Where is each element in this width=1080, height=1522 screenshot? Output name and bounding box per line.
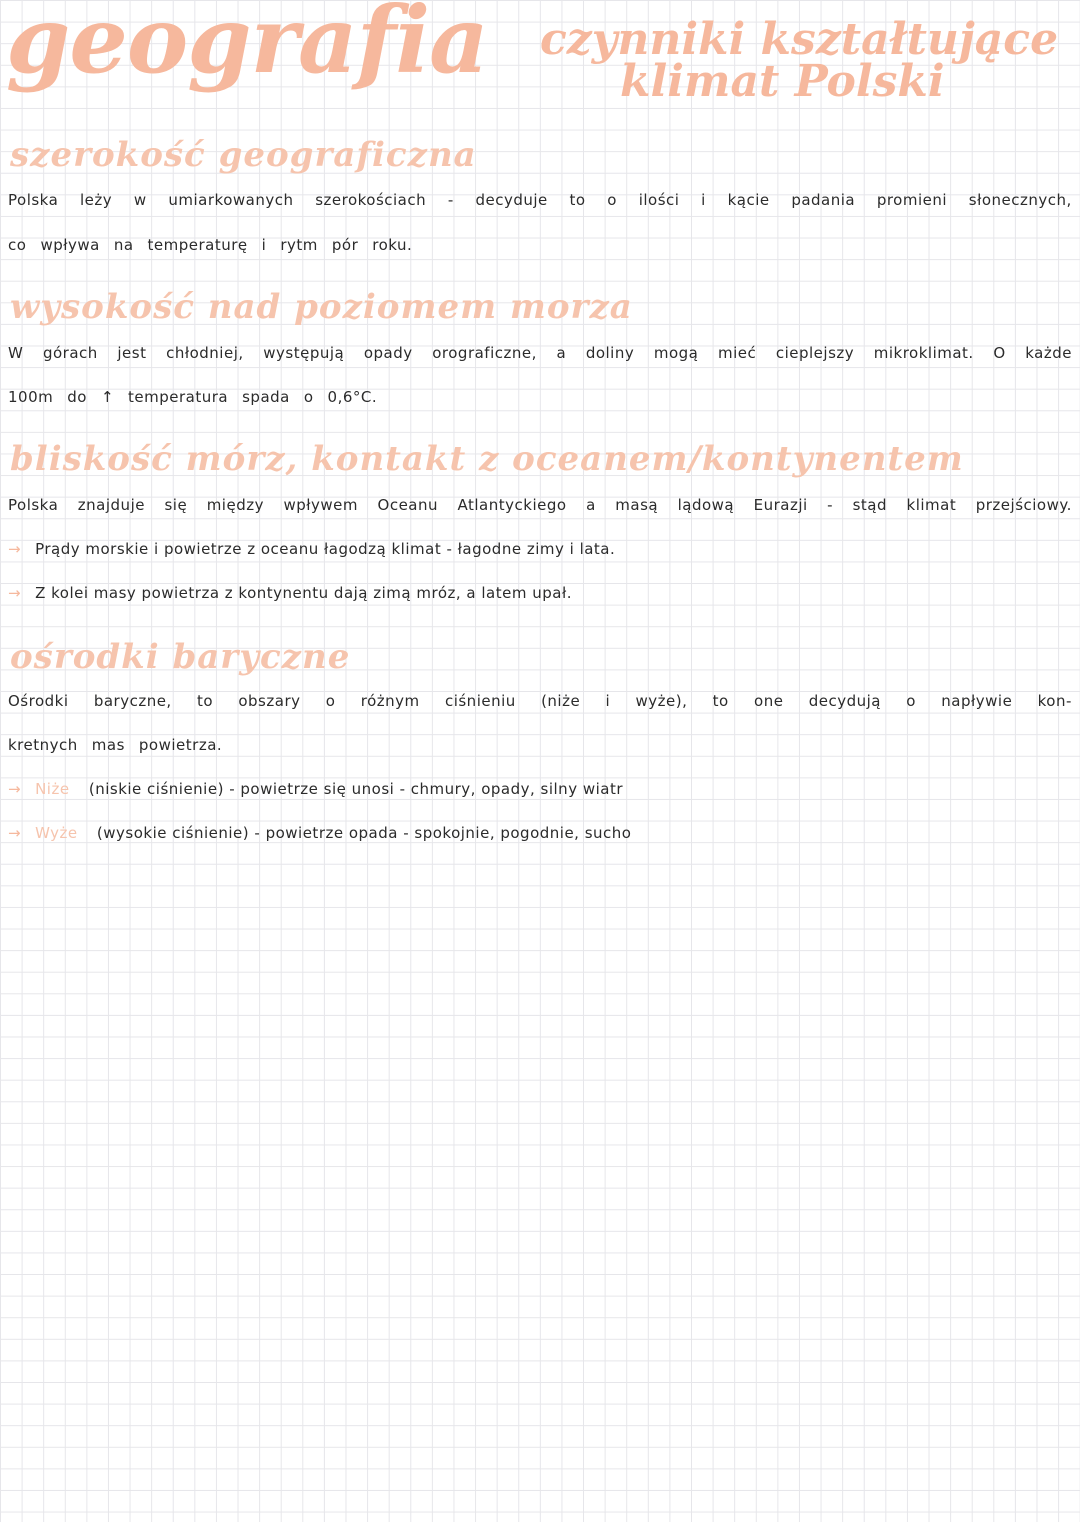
section-heading: bliskość mórz, kontakt z oceanem/kontynentem [10,439,964,479]
bullet-text: Z kolei masy powietrza z kontynentu dają zimą mróz, a latem upał. [35,584,572,602]
note-line: Polska leży w umiarkowanych szerokościach - decyduje to o ilości i kącie padania promieni słonecznych, [8,191,1072,209]
arrow-right-icon: → [8,780,22,798]
section-heading: wysokość nad poziomem morza [10,287,633,327]
note-line: kretnych mas powietrza. [8,736,223,754]
arrow-right-icon: → [8,584,22,602]
bullet-text: Niże (niskie ciśnienie) - powietrze się unosi - chmury, opady, silny wiatr [35,780,624,798]
subtitle-line-2: klimat Polski [620,56,945,107]
note-line: Polska znajduje się między wpływem Oceanu Atlantyckiego a masą lądową Eurazji - stąd klimat przejściowy. [8,496,1072,514]
bullet-line [8,826,1072,841]
bullet-text: Prądy morskie i powietrze z oceanu łagodzą klimat - łagodne zimy i lata. [35,540,616,558]
note-line: co wpływa na temperaturę i rytm pór roku. [8,236,413,254]
bullet-line [8,782,1072,797]
section-heading: szerokość geograficzna [10,135,477,175]
note-line: Ośrodki baryczne, to obszary o różnym ciśnieniu (niże i wyże), to one decydują o napływie kon- [8,692,1072,710]
bullet-line [8,586,1072,601]
bullet-line [8,542,1072,557]
note-line: W górach jest chłodniej, występują opady orograficzne, a doliny mogą mieć cieplejszy mikroklimat. O każde [8,344,1072,362]
bullet-text: Wyże (wysokie ciśnienie) - powietrze opada - spokojnie, pogodnie, sucho [35,824,632,842]
subtitle-line-1: czynniki kształtujące [540,14,1059,65]
note-line: 100m do ↑ temperatura spada o 0,6°C. [8,388,378,406]
arrow-right-icon: → [8,540,22,558]
section-heading: ośrodki baryczne [10,637,351,677]
arrow-right-icon: → [8,824,22,842]
page-title: geografia [6,0,488,94]
